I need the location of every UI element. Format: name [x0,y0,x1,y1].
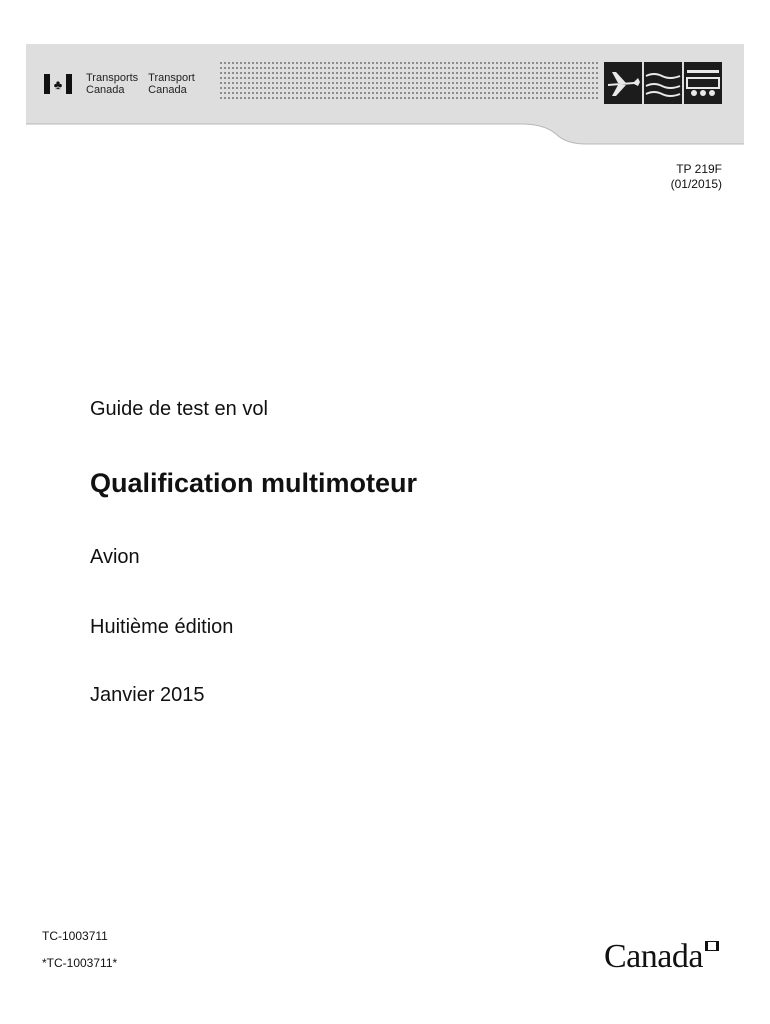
government-signature [44,72,195,96]
train-icon [684,62,722,104]
banner-dotted-lines [220,62,600,106]
document-reference [671,162,722,192]
dept-name-fr-2: Canada [148,84,187,96]
dept-name-fr: Transport [148,72,195,84]
edition: Huitième édition [90,616,234,638]
dept-name-en-2: Canada [86,84,125,96]
airplane-icon [604,62,642,104]
catalog-code: TC-1003711 [42,929,108,943]
guide-title: Guide de test en vol [90,398,268,420]
canada-flag-icon [44,74,72,94]
header-banner [26,44,744,146]
ship-icon [644,62,682,104]
doc-number: TP 219F [676,162,722,176]
canada-wordmark [604,937,724,977]
dept-name-en: Transports [86,72,139,84]
transport-mode-images [604,62,722,104]
doc-date: (01/2015) [670,177,722,191]
department-name [86,72,195,96]
main-title: Qualification multimoteur [90,468,418,498]
wordmark-flag-icon [705,941,719,951]
barcode-text: *TC-1003711* [42,956,118,970]
wordmark-text: Canada [604,938,703,975]
publication-date: Janvier 2015 [90,684,205,706]
aircraft-type: Avion [90,546,140,568]
maple-leaf-icon: ♣ [53,76,63,92]
